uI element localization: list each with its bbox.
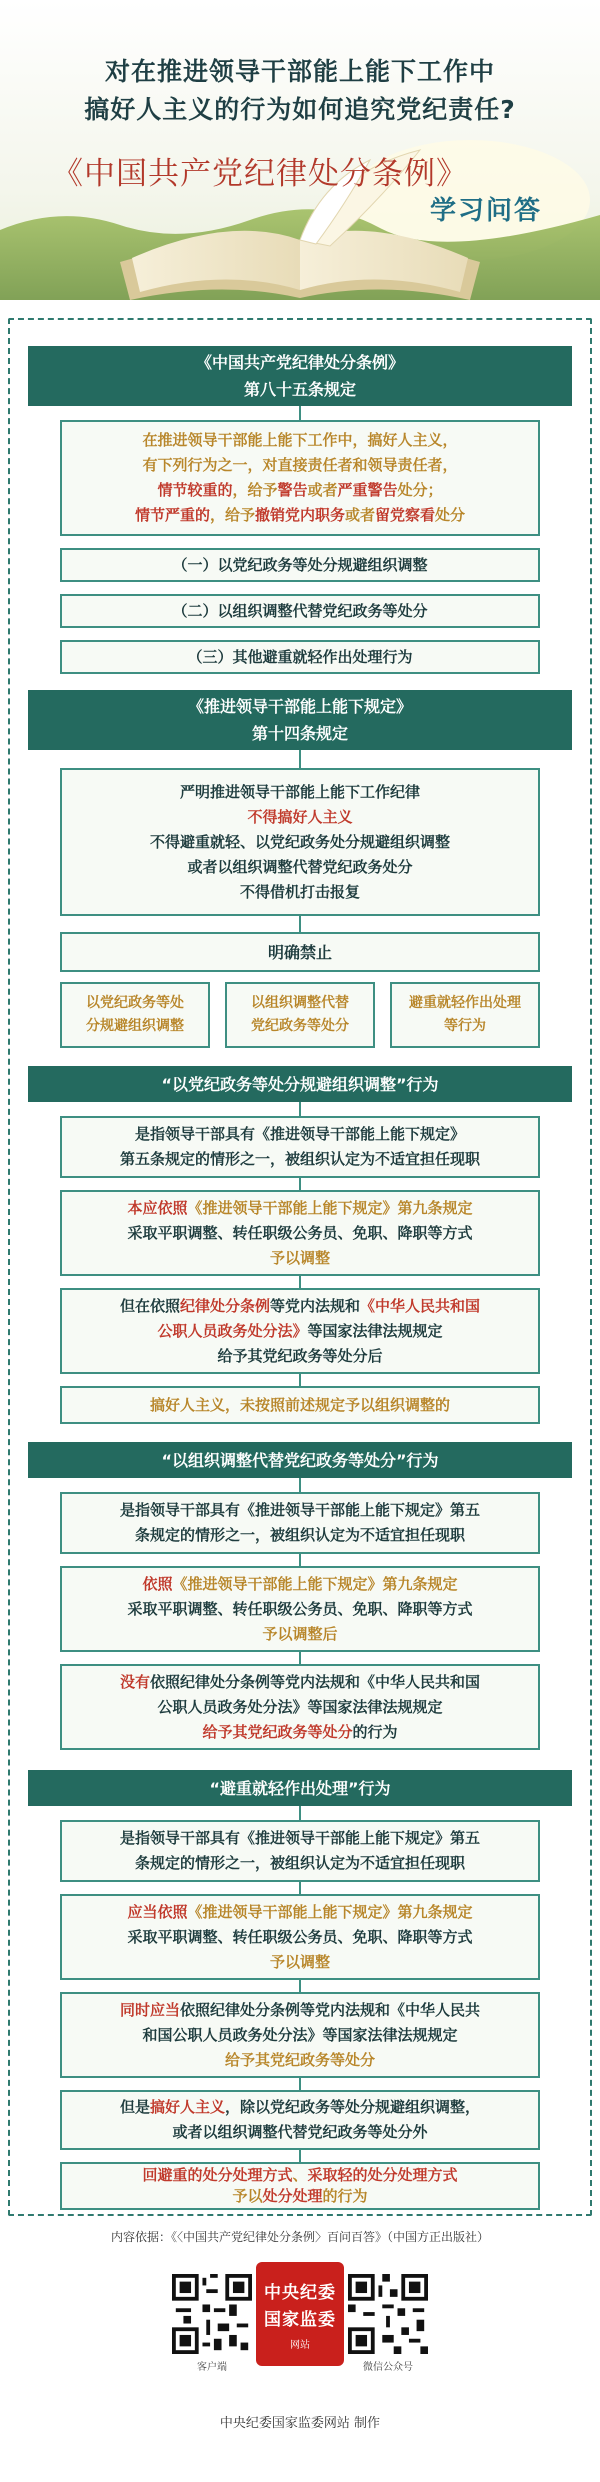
ban-item-3 <box>390 982 540 1048</box>
box-line: 和国公职人员政务处分法》等国家法律法规规定 <box>142 2025 458 2044</box>
section1-header-line1: 《中国共产党纪律处分条例》 <box>195 353 404 372</box>
qr-code-icon <box>348 2274 428 2354</box>
connector <box>299 406 301 420</box>
box-line: 同时应当依照纪律处分条例等党内法规和《中华人民共 <box>119 2000 481 2019</box>
rule-line: 情节严重的，给予撤销党内职务或者留党察看处分 <box>134 506 466 524</box>
box-line: 本应依照《推进领导干部能上能下规定》第九条规定 <box>127 1198 473 1217</box>
section2-body-box <box>60 768 540 916</box>
connector <box>299 1980 301 1992</box>
section2-header-line2: 第十四条规定 <box>251 724 348 743</box>
section5-box3 <box>60 1992 540 2078</box>
connector <box>299 1178 301 1190</box>
box-line: 或者以组织调整代替党纪政务等处分外 <box>172 2123 428 2141</box>
box-line: 但在依照纪律处分条例等党内法规和《中华人民共和国 <box>119 1296 481 1315</box>
box-line: 第五条规定的情形之一，被组织认定为不适宜担任现职 <box>119 1150 480 1168</box>
connector <box>299 1882 301 1894</box>
seal-line2: 国家监委 <box>264 2309 336 2330</box>
section3-box3 <box>60 1288 540 1374</box>
box-line: 采取平职调整、转任职级公务员、免职、降职等方式 <box>127 1223 473 1242</box>
box-line: 给予其党纪政务等处分后 <box>217 1346 383 1365</box>
hero-banner <box>0 0 600 340</box>
rule-line: 在推进领导干部能上能下工作中，搞好人主义， <box>142 431 458 449</box>
box-line: 是指领导干部具有《推进领导干部能上能下规定》 <box>134 1125 465 1143</box>
producer-credit: 中央纪委国家监委网站 制作 <box>219 2416 381 2431</box>
box-line: 依照《推进领导干部能上能下规定》第九条规定 <box>142 1574 458 1593</box>
box-line: 采取平职调整、转任职级公务员、免职、降职等方式 <box>127 1927 473 1946</box>
seal-line3: 网站 <box>290 2339 310 2351</box>
section5-box2 <box>60 1894 540 1980</box>
section1-item3: （三）其他避重就轻作出处理行为 <box>60 640 540 674</box>
seal-logo <box>256 2262 344 2366</box>
section4-box1 <box>60 1492 540 1554</box>
connector <box>299 1806 301 1820</box>
connector <box>299 1276 301 1288</box>
section5-header: “避重就轻作出处理”行为 <box>28 1770 572 1806</box>
qr-code-icon <box>172 2274 252 2354</box>
section1-header <box>28 346 572 406</box>
source-note: 内容依据：《〈中国共产党纪律处分条例〉百问百答》（中国方正出版社） <box>110 2230 489 2244</box>
connector <box>299 2078 301 2090</box>
box-line: 予以调整后 <box>262 1624 338 1643</box>
rule-line: 有下列行为之一，对直接责任者和领导责任者， <box>142 456 458 474</box>
ban-item-line: 以党纪政务等处 <box>86 995 184 1011</box>
section3-header: “以党纪政务等处分规避组织调整”行为 <box>28 1066 572 1102</box>
ban-item-line: 以组织调整代替 <box>251 995 349 1011</box>
body-line: 不得借机打击报复 <box>239 882 360 901</box>
section5-box1 <box>60 1820 540 1882</box>
box-line: 给予其党纪政务等处分的行为 <box>202 1722 398 1741</box>
section3-box1 <box>60 1116 540 1178</box>
box-line: 公职人员政务处分法》等国家法律法规规定 <box>157 1697 443 1716</box>
box-line: 采取平职调整、转任职级公务员、免职、降职等方式 <box>127 1599 473 1618</box>
box-line: 没有依照纪律处分条例等党内法规和《中华人民共和国 <box>119 1672 481 1691</box>
section1-header-line2: 第八十五条规定 <box>243 380 356 399</box>
box-line: 搞好人主义，未按照前述规定予以组织调整的 <box>149 1395 451 1414</box>
connector <box>299 2150 301 2162</box>
hero-book-title: 《中国共产党纪律处分条例》 <box>52 156 468 192</box>
connector <box>299 1652 301 1664</box>
ban-item-1 <box>60 982 210 1048</box>
connector <box>299 916 301 932</box>
box-line: 回避重的处分处理方式、采取轻的处分处理方式 <box>142 2166 458 2184</box>
hero-qa-label: 学习问答 <box>429 196 542 226</box>
box-line: 条规定的情形之一，被组织认定为不适宜担任现职 <box>134 1854 465 1872</box>
hero-title-line2: 搞好人主义的行为如何追究党纪责任? <box>84 95 516 124</box>
section3-box2 <box>60 1190 540 1276</box>
section3-box4 <box>60 1386 540 1424</box>
section1-item2: （二）以组织调整代替党纪政务等处分 <box>60 594 540 628</box>
body-line: 严明推进领导干部能上能下工作纪律 <box>179 782 420 801</box>
section4-box2 <box>60 1566 540 1652</box>
section5-box4 <box>60 2090 540 2150</box>
ban-item-2 <box>225 982 375 1048</box>
qr-left-caption: 客户端 <box>197 2362 227 2373</box>
hero-title-line1: 对在推进领导干部能上能下工作中 <box>104 57 495 86</box>
box-line: 公职人员政务处分法》等国家法律法规规定 <box>157 1321 443 1340</box>
box-line: 应当依照《推进领导干部能上能下规定》第九条规定 <box>127 1902 473 1921</box>
connector <box>299 750 301 768</box>
body-line: 或者以组织调整代替党纪政务处分 <box>187 857 413 876</box>
seal-line1: 中央纪委 <box>264 2282 336 2303</box>
connector <box>299 1554 301 1566</box>
section4-box3 <box>60 1664 540 1750</box>
box-line: 予以处分处理的行为 <box>232 2187 368 2205</box>
section5-box5 <box>60 2162 540 2210</box>
ban-item-line: 等行为 <box>444 1018 486 1034</box>
section1-item1: （一）以党纪政务等处分规避组织调整 <box>60 548 540 582</box>
ban-item-line: 党纪政务等处分 <box>251 1018 349 1034</box>
section1-rule-box <box>60 420 540 536</box>
body-line: 不得搞好人主义 <box>247 807 353 826</box>
box-line: 予以调整 <box>269 1952 330 1971</box>
connector <box>299 1374 301 1386</box>
box-line: 条规定的情形之一，被组织认定为不适宜担任现职 <box>134 1526 465 1544</box>
box-line: 是指领导干部具有《推进领导干部能上能下规定》第五 <box>119 1829 480 1847</box>
connector <box>299 1478 301 1492</box>
body-line: 不得避重就轻、以党纪政务处分规避组织调整 <box>149 832 450 851</box>
box-line: 但是搞好人主义，除以党纪政务等处分规避组织调整， <box>119 2098 481 2116</box>
ban-item-line: 分规避组织调整 <box>86 1018 184 1034</box>
ban-title: 明确禁止 <box>60 932 540 972</box>
rule-line: 情节较重的，给予警告或者严重警告处分； <box>157 481 443 499</box>
connector <box>299 1102 301 1116</box>
section2-header <box>28 690 572 750</box>
qr-right-caption: 微信公众号 <box>363 2362 413 2373</box>
section2-header-line1: 《推进领导干部能上能下规定》 <box>187 697 412 716</box>
box-line: 给予其党纪政务等处分 <box>224 2050 375 2069</box>
box-line: 是指领导干部具有《推进领导干部能上能下规定》第五 <box>119 1501 480 1519</box>
section4-header: “以组织调整代替党纪政务等处分”行为 <box>28 1442 572 1478</box>
ban-item-line: 避重就轻作出处理 <box>409 995 521 1011</box>
box-line: 予以调整 <box>269 1248 330 1267</box>
